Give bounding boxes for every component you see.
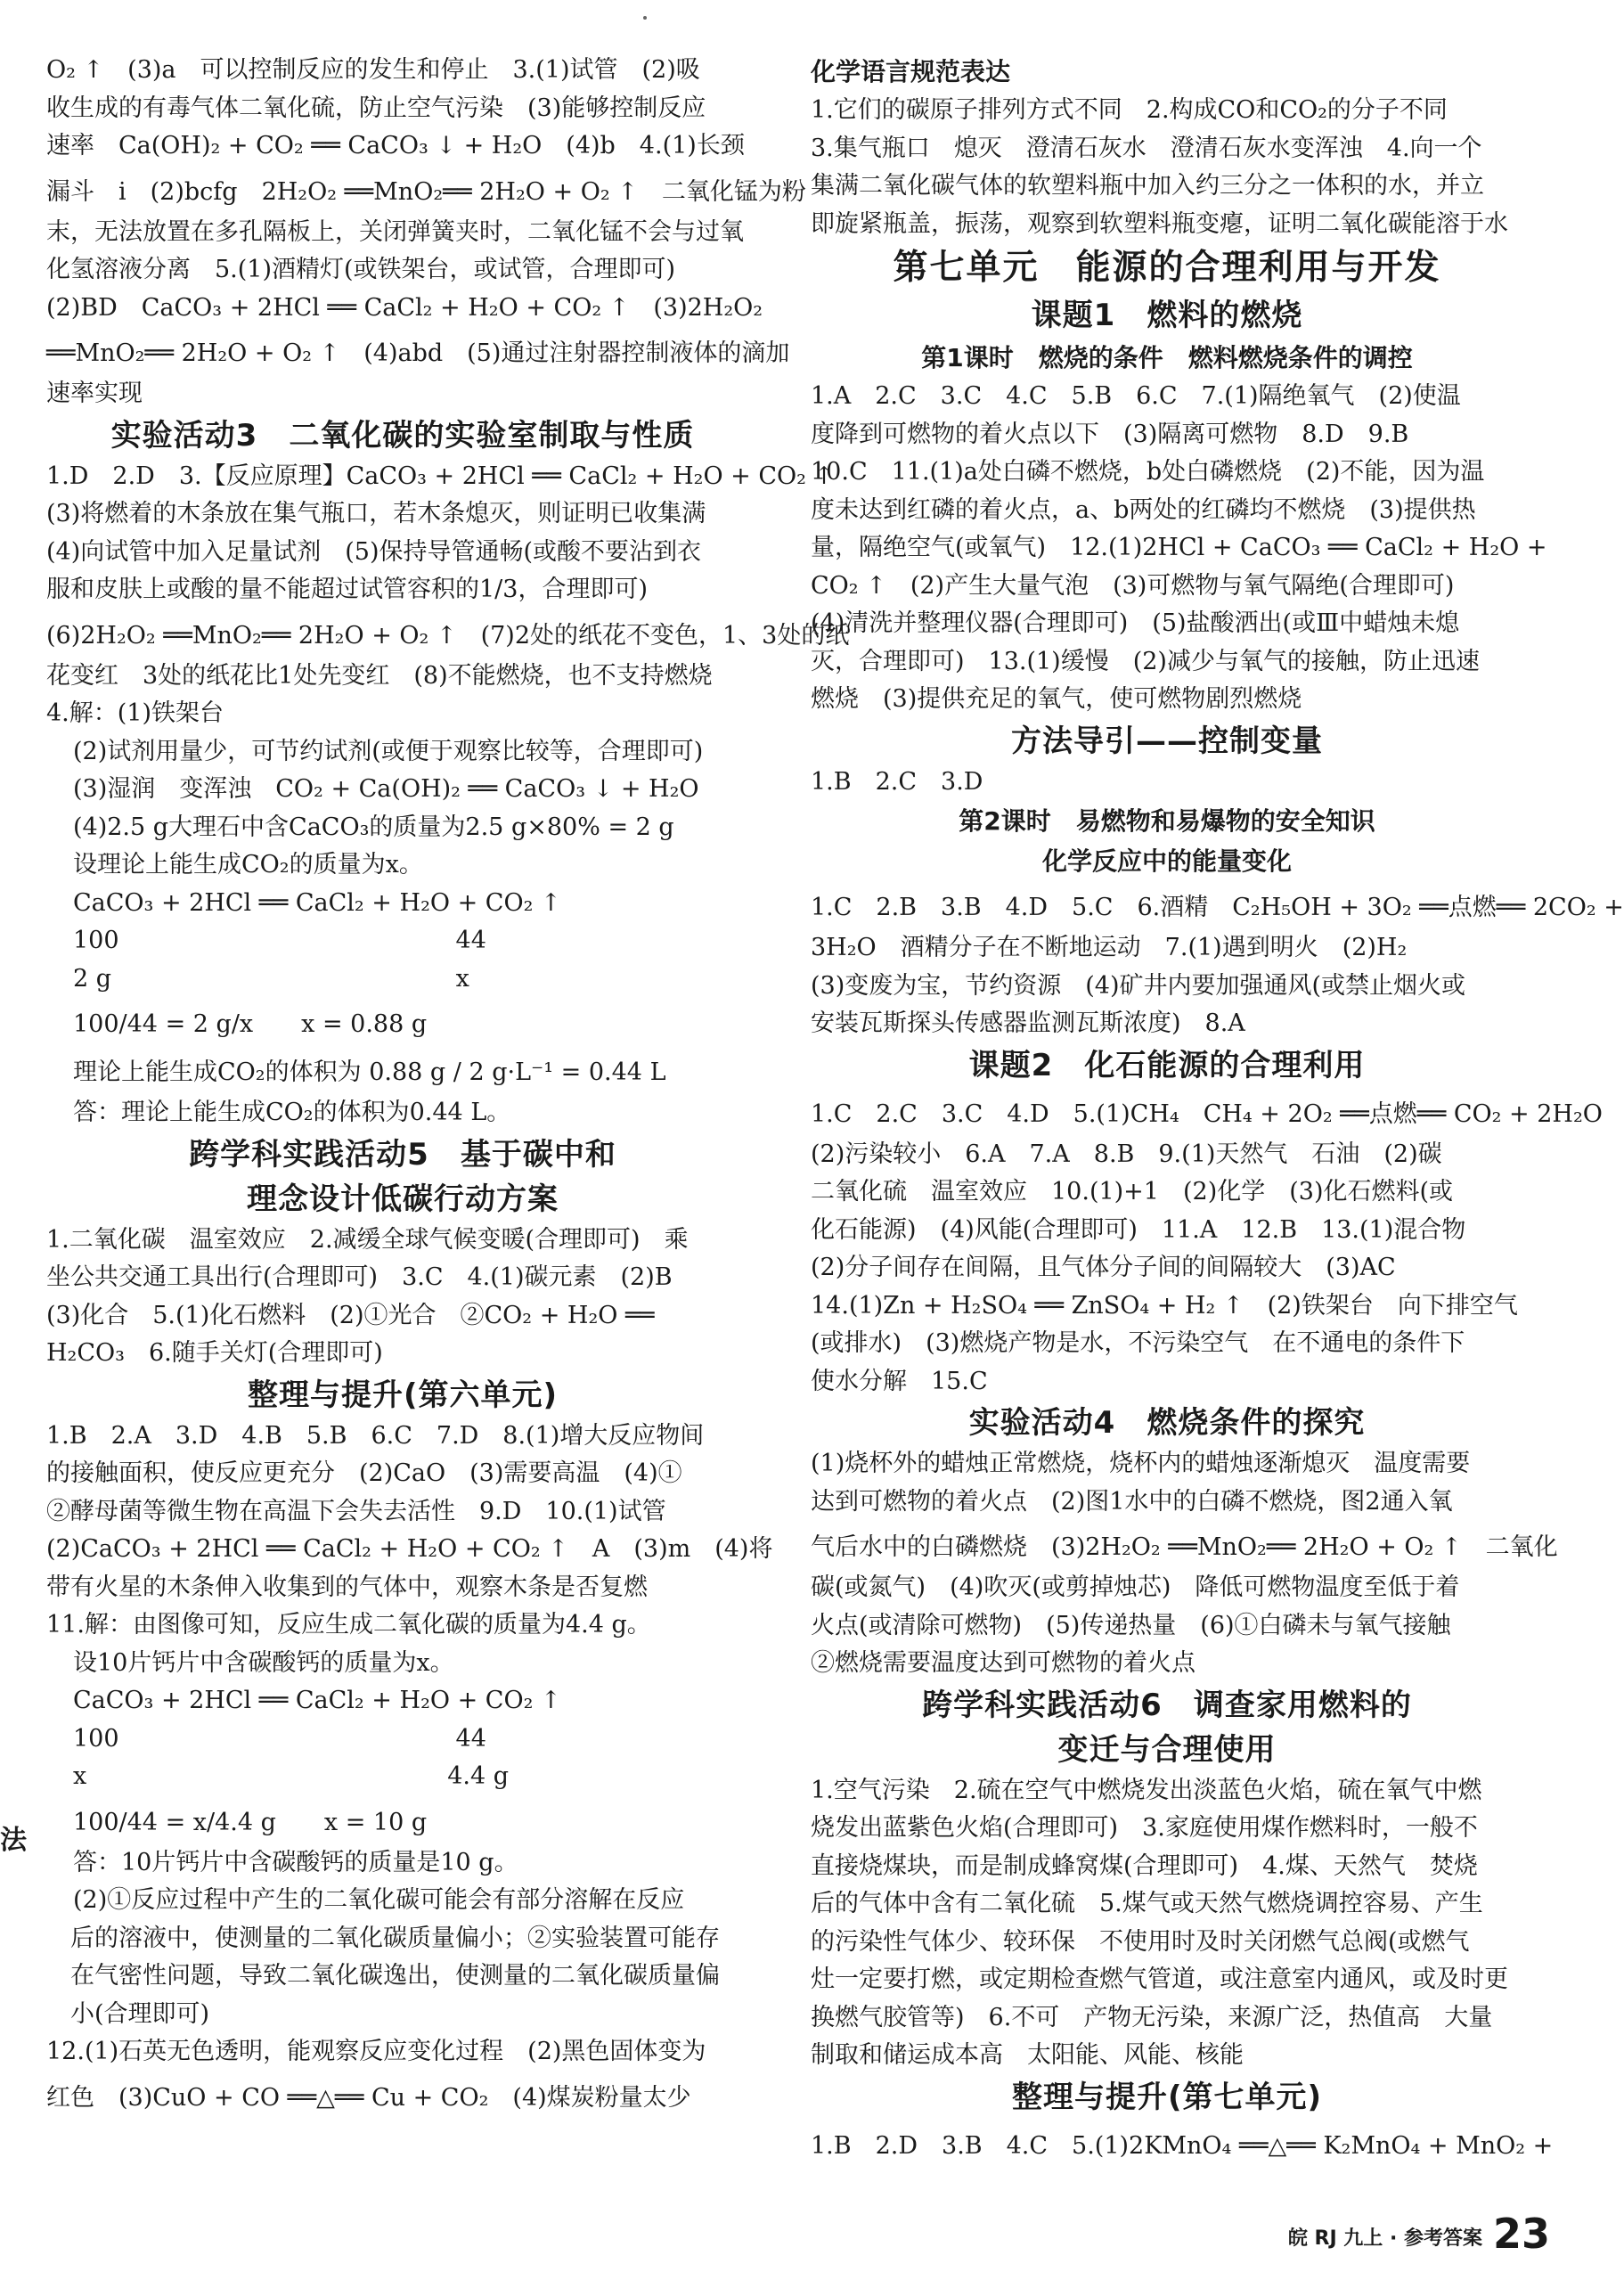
- section-heading: 第2课时 易燃物和易爆物的安全知识: [959, 806, 1375, 836]
- answer-line: (2)污染较小 6.A 7.A 8.B 9.(1)天然气 石油 (2)碳: [811, 1140, 1442, 1168]
- section-heading: 实验活动4 燃烧条件的探究: [968, 1405, 1366, 1441]
- answer-line: 带有火星的木条伸入收集到的气体中，观察木条是否复燃: [46, 1573, 648, 1601]
- answer-line: 花变红 3处的纸花比1处先变红 (8)不能燃烧，也不支持燃烧: [46, 661, 713, 690]
- answer-line: 即旋紧瓶盖，振荡，观察到软塑料瓶变瘪，证明二氧化碳能溶于水: [811, 209, 1508, 238]
- section-heading: 跨学科实践活动5 基于碳中和: [189, 1136, 616, 1173]
- answer-line: 量，隔绝空气(或氧气) 12.(1)2HCl + CaCO₃ ══ CaCl₂ + H₂O +: [811, 534, 1547, 561]
- answer-line: 100 44: [73, 1724, 486, 1753]
- answer-line: 服和皮肤上或酸的量不能超过试管容积的1/3，合理即可): [46, 576, 648, 603]
- answer-line: 3.集气瓶口 熄灭 澄清石灰水 澄清石灰水变浑浊 4.向一个: [811, 134, 1482, 162]
- answer-line: 末，无法放置在多孔隔板上，关闭弹簧夹时，二氧化锰不会与过氧: [46, 217, 744, 246]
- answer-line: (2)①反应过程中产生的二氧化碳可能会有部分溶解在反应: [73, 1886, 685, 1914]
- answer-line: O₂ ↑ (3)a 可以控制反应的发生和停止 3.(1)试管 (2)吸: [46, 56, 700, 84]
- answer-line: (3)化合 5.(1)化石燃料 (2)①光合 ②CO₂ + H₂O ══: [46, 1301, 655, 1329]
- answer-line: (3)变废为宝，节约资源 (4)矿井内要加强通风(或禁止烟火或: [811, 971, 1466, 1000]
- answer-line: 碳(或氮气) (4)吹灭(或剪掉烛芯) 降低可燃物温度至低于着: [811, 1573, 1460, 1601]
- section-heading: 第七单元 能源的合理利用与开发: [893, 248, 1441, 288]
- section-heading: 课题2 化石能源的合理利用: [968, 1047, 1366, 1083]
- answer-line: (4)向试管中加入足量试剂 (5)保持导管通畅(或酸不要沾到衣: [46, 537, 702, 566]
- answer-line: 100/44 = x/4.4 g x = 10 g: [73, 1808, 428, 1836]
- section-heading: 整理与提升(第七单元): [1011, 2079, 1323, 2115]
- answer-line: 的接触面积，使反应更充分 (2)CaO (3)需要高温 (4)①: [46, 1459, 682, 1487]
- answer-line: 灶一定要打燃，或定期检查燃气管道，或注意室内通风，或及时更: [811, 1966, 1508, 1993]
- answer-line: 3H₂O 酒精分子在不断地运动 7.(1)遇到明火 (2)H₂: [811, 934, 1408, 961]
- answer-column-right: [811, 52, 1624, 2168]
- answer-line: CaCO₃ + 2HCl ══ CaCl₂ + H₂O + CO₂ ↑: [73, 1687, 561, 1714]
- margin-glyph: 法: [0, 1825, 27, 1856]
- answer-line: (4)清洗并整理仪器(合理即可) (5)盐酸洒出(或Ⅲ中蜡烛未熄: [811, 609, 1460, 637]
- answer-line: 灭，合理即可) 13.(1)缓慢 (2)减少与氧气的接触，防止迅速: [811, 647, 1480, 675]
- answer-line: (或排水) (3)燃烧产物是水，不污染空气 在不通电的条件下: [811, 1329, 1465, 1357]
- answer-line: 4.解：(1)铁架台: [46, 699, 224, 727]
- answer-line: 度降到可燃物的着火点以下 (3)隔离可燃物 8.D 9.B: [811, 420, 1409, 448]
- answer-line: CO₂ ↑ (2)产生大量气泡 (3)可燃物与氧气隔绝(合理即可): [811, 571, 1455, 600]
- answer-line: 小(合理即可): [46, 1999, 210, 2028]
- answer-line: 1.二氧化碳 温室效应 2.减缓全球气候变暖(合理即可) 乘: [46, 1225, 689, 1254]
- answer-line: CaCO₃ + 2HCl ══ CaCl₂ + H₂O + CO₂ ↑: [73, 888, 561, 917]
- answer-line: 1.A 2.C 3.C 4.C 5.B 6.C 7.(1)隔绝氧气 (2)使温: [811, 382, 1461, 410]
- answer-line: 安装瓦斯探头传感器监测瓦斯浓度) 8.A: [811, 1009, 1245, 1037]
- section-heading: 方法导引——控制变量: [1011, 723, 1323, 759]
- answer-line: ②酵母菌等微生物在高温下会失去活性 9.D 10.(1)试管: [46, 1497, 666, 1525]
- answer-line: 1.C 2.C 3.C 4.D 5.(1)CH₄ CH₄ + 2O₂ ══点燃══ CO₂ + 2H₂O: [811, 1099, 1603, 1128]
- section-heading: 实验活动3 二氧化碳的实验室制取与性质: [110, 417, 695, 454]
- answer-line: 直接烧煤块，而是制成蜂窝煤(合理即可) 4.煤、天然气 焚烧: [811, 1851, 1478, 1880]
- section-heading: 化学语言规范表达: [811, 57, 1011, 86]
- answer-line: (3)湿润 变浑浊 CO₂ + Ca(OH)₂ ══ CaCO₃ ↓ + H₂O: [73, 775, 699, 803]
- answer-line: 12.(1)石英无色透明，能观察反应变化过程 (2)黑色固体变为: [46, 2038, 706, 2065]
- answer-column-left: [46, 52, 850, 2120]
- answer-line: 1.D 2.D 3.【反应原理】CaCO₃ + 2HCl ══ CaCl₂ + H₂O + CO₂ ↑: [46, 462, 835, 490]
- section-heading: 第1课时 燃烧的条件 燃料燃烧条件的调控: [921, 343, 1413, 372]
- answer-line: 1.空气污染 2.硫在空气中燃烧发出淡蓝色火焰，硫在氧气中燃: [811, 1776, 1482, 1804]
- answer-line: 100/44 = 2 g/x x = 0.88 g: [73, 1010, 428, 1038]
- page-number: 23: [1492, 2210, 1550, 2258]
- answer-line: 漏斗 i (2)bcfg 2H₂O₂ ══MnO₂══ 2H₂O + O₂ ↑ 二氧化锰为粉: [46, 177, 806, 206]
- answer-line: 化石能源) (4)风能(合理即可) 11.A 12.B 13.(1)混合物: [811, 1215, 1466, 1244]
- answer-line: 设理论上能生成CO₂的质量为x。: [73, 851, 423, 879]
- answer-line: x 4.4 g: [73, 1762, 510, 1790]
- answer-line: 1.B 2.C 3.D: [811, 767, 983, 796]
- answer-line: 气后水中的白磷燃烧 (3)2H₂O₂ ══MnO₂══ 2H₂O + O₂ ↑ 二氧化: [811, 1533, 1558, 1561]
- answer-line: 的污染性气体少、较环保 不使用时及时关闭燃气总阀(或燃气: [811, 1927, 1470, 1956]
- answer-line: 烧发出蓝紫色火焰(合理即可) 3.家庭使用煤作燃料时，一般不: [811, 1814, 1478, 1842]
- answer-line: 1.B 2.A 3.D 4.B 5.B 6.C 7.D 8.(1)增大反应物间: [46, 1421, 705, 1450]
- answer-line: 答：理论上能生成CO₂的体积为0.44 L。: [73, 1099, 511, 1126]
- answer-line: (2)CaCO₃ + 2HCl ══ CaCl₂ + H₂O + CO₂ ↑ A (3)m (4)将: [46, 1535, 773, 1563]
- answer-line: 14.(1)Zn + H₂SO₄ ══ ZnSO₄ + H₂ ↑ (2)铁架台 向下排空气: [811, 1291, 1518, 1320]
- footer-label: 皖 RJ 九上 · 参考答案: [1287, 2227, 1482, 2250]
- answer-line: 燃烧 (3)提供充足的氧气，使可燃物剧烈燃烧: [811, 685, 1302, 713]
- answer-line: ══MnO₂══ 2H₂O + O₂ ↑ (4)abd (5)通过注射器控制液体的滴加: [46, 339, 790, 367]
- section-heading: 化学反应中的能量变化: [1041, 846, 1292, 876]
- scan-speck: [643, 16, 647, 20]
- answer-line: 后的溶液中，使测量的二氧化碳质量偏小；②实验装置可能存: [46, 1924, 720, 1952]
- answer-line: 设10片钙片中含碳酸钙的质量为x。: [73, 1648, 454, 1677]
- answer-line: 后的气体中含有二氧化硫 5.煤气或天然气燃烧调控容易、产生: [811, 1890, 1483, 1917]
- answer-line: H₂CO₃ 6.随手关灯(合理即可): [46, 1339, 383, 1367]
- answer-line: (2)试剂用量少，可节约试剂(或便于观察比较等，合理即可): [73, 737, 704, 765]
- answer-line: 收生成的有毒气体二氧化硫，防止空气污染 (3)能够控制反应: [46, 94, 706, 122]
- answer-line: 坐公共交通工具出行(合理即可) 3.C 4.(1)碳元素 (2)B: [46, 1263, 673, 1291]
- answer-line: 二氧化硫 温室效应 10.(1)+1 (2)化学 (3)化石燃料(或: [811, 1178, 1454, 1205]
- answer-line: 达到可燃物的着火点 (2)图1水中的白磷不燃烧，图2通入氧: [811, 1487, 1453, 1516]
- answer-line: 1.C 2.B 3.B 4.D 5.C 6.酒精 C₂H₅OH + 3O₂ ══点燃══ 2CO₂ +: [811, 894, 1624, 921]
- answer-line: 11.解：由图像可知，反应生成二氧化碳的质量为4.4 g。: [46, 1611, 651, 1639]
- answer-line: (3)将燃着的木条放在集气瓶口，若木条熄灭，则证明已收集满: [46, 500, 706, 527]
- answer-line: 速率 Ca(OH)₂ + CO₂ ══ CaCO₃ ↓ + H₂O (4)b 4.(1)长颈: [46, 132, 745, 159]
- answer-line: 化氢溶液分离 5.(1)酒精灯(或铁架台，或试管，合理即可): [46, 256, 676, 283]
- answer-line: 10.C 11.(1)a处白磷不燃烧，b处白磷燃烧 (2)不能，因为温: [811, 458, 1485, 486]
- answer-line: 100 44: [73, 927, 486, 954]
- answer-line: (2)分子间存在间隔，且气体分子间的间隔较大 (3)AC: [811, 1254, 1396, 1281]
- section-heading: 变迁与合理使用: [1057, 1731, 1277, 1768]
- answer-line: 集满二氧化碳气体的软塑料瓶中加入约三分之一体积的水，并立: [811, 172, 1484, 200]
- answer-line: 速率实现: [46, 380, 143, 407]
- answer-line: 答：10片钙片中含碳酸钙的质量是10 g。: [73, 1848, 518, 1876]
- section-heading: 整理与提升(第六单元): [247, 1377, 559, 1413]
- answer-line: 红色 (3)CuO + CO ══△══ Cu + CO₂ (4)煤炭粉量太少: [46, 2083, 691, 2112]
- answer-line: (1)烧杯外的蜡烛正常燃烧，烧杯内的蜡烛逐渐熄灭 温度需要: [811, 1450, 1471, 1477]
- answer-line: (6)2H₂O₂ ══MnO₂══ 2H₂O + O₂ ↑ (7)2处的纸花不变色，1、3处的纸: [46, 621, 850, 650]
- answer-line: 2 g x: [73, 964, 469, 993]
- answer-line: 制取和储运成本高 太阳能、风能、核能: [811, 2041, 1244, 2069]
- section-heading: 跨学科实践活动6 调查家用燃料的: [922, 1687, 1412, 1723]
- answer-line: (2)BD CaCO₃ + 2HCl ══ CaCl₂ + H₂O + CO₂ ↑ (3)2H₂O₂: [46, 293, 763, 322]
- section-heading: 课题1 燃料的燃烧: [1031, 298, 1303, 333]
- answer-line: 理论上能生成CO₂的体积为 0.88 g / 2 g·L⁻¹ = 0.44 L: [73, 1058, 666, 1086]
- answer-line: 在气密性问题，导致二氧化碳逸出，使测量的二氧化碳质量偏: [46, 1962, 720, 1990]
- answer-line: (4)2.5 g大理石中含CaCO₃的质量为2.5 g×80% = 2 g: [73, 813, 674, 841]
- answer-line: ②燃烧需要温度达到可燃物的着火点: [811, 1649, 1196, 1677]
- section-heading: 理念设计低碳行动方案: [247, 1181, 559, 1217]
- answer-line: 换燃气胶管等) 6.不可 产物无污染，来源广泛，热值高 大量: [811, 2003, 1493, 2031]
- answer-line: 使水分解 15.C: [811, 1367, 988, 1395]
- page-footer: [1288, 2211, 1550, 2256]
- answer-line: 1.B 2.D 3.B 4.C 5.(1)2KMnO₄ ══△══ K₂MnO₄ + MnO₂ +: [811, 2131, 1554, 2160]
- answer-line: 1.它们的碳原子排列方式不同 2.构成CO和CO₂的分子不同: [811, 96, 1448, 124]
- answer-line: 度未达到红磷的着火点，a、b两处的红磷均不燃烧 (3)提供热: [811, 495, 1476, 524]
- answer-line: 火点(或清除可燃物) (5)传递热量 (6)①白磷未与氧气接触: [811, 1611, 1451, 1639]
